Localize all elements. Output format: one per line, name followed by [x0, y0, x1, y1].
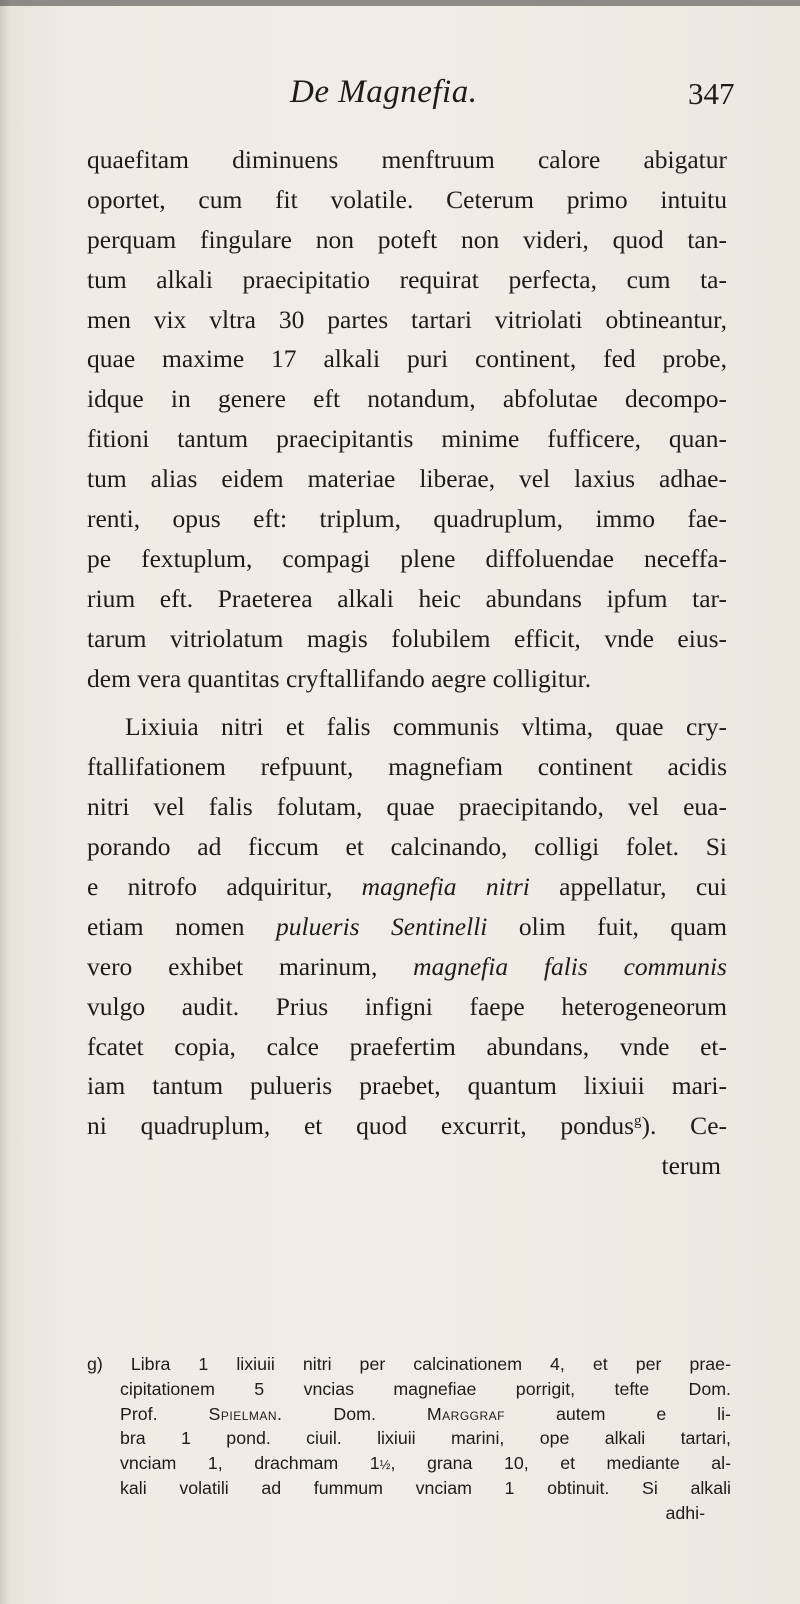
text-line [87, 867, 727, 907]
scan-top-edge [0, 0, 800, 6]
text-line [87, 947, 727, 987]
footnote-line: g) Libra 1 lixiuii nitri per calcinationem 4, et per prae- [87, 1354, 731, 1374]
text-line: quaefitam diminuens menftruum calore abigatur [87, 145, 727, 174]
text-line: Lixiuia nitri et falis communis vltima, quae cry- [125, 712, 727, 742]
italic-term: pulueris Sentinelli [276, 911, 488, 941]
text-run: ni quadruplum, et quod excurrit, pondus [87, 1111, 635, 1141]
text-run: Dom. [282, 1403, 427, 1424]
text-line: tarum vitriolatum magis folubilem efficit, vnde eius- [87, 623, 727, 653]
text-run: ). Ce- [641, 1111, 728, 1141]
main-text [87, 140, 727, 1186]
text-run: vnciam 1, drachmam 1 [120, 1453, 380, 1474]
text-line: rium eft. Praeterea alkali heic abundans ipfum tar- [87, 583, 727, 613]
gutter-shadow [0, 0, 10, 1604]
text-line: fitioni tantum praecipitantis minime fufficere, quan- [87, 424, 727, 454]
footnote [87, 1352, 731, 1526]
text-line: renti, opus eft: triplum, quadruplum, immo fae- [87, 504, 727, 534]
text-line: idque in genere eft notandum, abfolutae decompo- [87, 384, 727, 414]
text-line: nitri vel falis folutam, quae praecipitando, vel eua- [87, 792, 727, 822]
text-run: olim fuit, quam [487, 911, 727, 941]
author-name: Marggraf [426, 1403, 506, 1424]
author-name: Spielman. [208, 1403, 283, 1424]
text-line: oportet, cum fit volatile. Ceterum primo intuitu [87, 184, 727, 214]
text-line: pe fextuplum, compagi plene diffoluendae neceffa- [87, 543, 727, 573]
footnote-line: kali volatili ad fummum vnciam 1 obtinuit. Si alkali [120, 1477, 731, 1498]
paragraph-gap [87, 698, 727, 707]
fraction: ½ [379, 1457, 391, 1473]
italic-term: magnefia nitri [361, 872, 530, 902]
text-line: quae maxime 17 alkali puri continent, fed probe, [87, 344, 727, 374]
text-line: perquam fingulare non poteft non videri, quod tan- [87, 224, 727, 254]
footnote-marker: g [634, 1113, 642, 1130]
text-line: dem vera quantitas cryftallifando aegre colligitur. [87, 663, 592, 693]
running-title: De Magnefia. [290, 74, 478, 110]
catchword-line: adhi- [665, 1502, 705, 1523]
text-line: vulgo audit. Prius infigni faepe heterogeneorum [87, 991, 727, 1021]
text-run: e nitrofo adquiritur, [87, 872, 362, 902]
text-line [87, 1106, 727, 1146]
text-line: tum alkali praecipitatio requirat perfecta, cum ta- [87, 264, 727, 294]
page-number: 347 [688, 76, 735, 111]
text-run: vero exhibet marinum, [87, 951, 414, 981]
text-line: porando ad ficcum et calcinando, colligi folet. Si [87, 832, 727, 862]
text-line: ftallifationem refpuunt, magnefiam continent acidis [87, 752, 727, 782]
footnote-line: cipitationem 5 vncias magnefiae porrigit, tefte Dom. [120, 1378, 731, 1399]
text-run: Prof. [120, 1403, 209, 1424]
footnote-line [87, 1402, 731, 1427]
text-run: appellatur, cui [529, 872, 727, 902]
footnote-line [87, 1451, 731, 1476]
footnote-line: bra 1 pond. ciuil. lixiuii marini, ope alkali tartari, [120, 1428, 731, 1449]
text-line: iam tantum pulueris praebet, quantum lixiuii mari- [87, 1071, 727, 1101]
running-header [0, 74, 800, 114]
text-line: men vix vltra 30 partes tartari vitriolati obtineantur, [87, 304, 727, 334]
text-run: autem e li- [505, 1403, 731, 1424]
text-line: tum alias eidem materiae liberae, vel laxius adhae- [87, 464, 727, 494]
catchword-line: terum [661, 1151, 721, 1181]
text-line: fcatet copia, calce praefertim abundans, vnde et- [87, 1031, 727, 1061]
text-run: , grana 10, et mediante al- [390, 1453, 731, 1474]
text-line [87, 907, 727, 947]
italic-term: magnefia falis communis [413, 951, 727, 981]
text-run: etiam nomen [87, 911, 276, 941]
